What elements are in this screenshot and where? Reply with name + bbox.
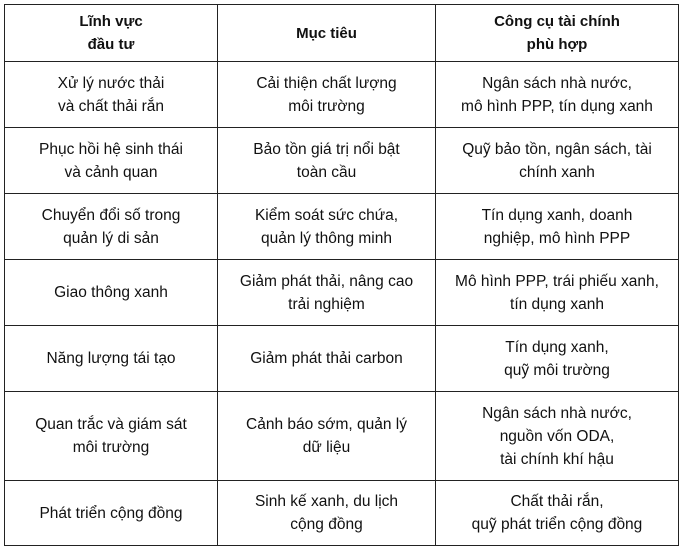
cell-goal (218, 260, 436, 326)
header-tools (436, 5, 679, 62)
cell-line: và chất thải rắn (58, 97, 164, 115)
cell-line: Ngân sách nhà nước, (482, 74, 632, 92)
cell-line: quỹ phát triển cộng đồng (471, 516, 643, 533)
cell-line: Giảm phát thải, nâng cao (239, 272, 414, 290)
cell-line: nguồn vốn ODA, (499, 427, 615, 445)
cell-tools (436, 326, 679, 392)
cell-goal (218, 481, 436, 546)
cell-line: Giảm phát thải carbon (250, 350, 403, 367)
cell-tools (436, 392, 679, 481)
cell-line: môi trường (72, 439, 150, 456)
cell-line: quản lý di sản (63, 229, 159, 247)
cell-line: nghiệp, mô hình PPP (483, 229, 631, 247)
cell-line: Quỹ bảo tồn, ngân sách, tài (462, 140, 652, 158)
header-tools-line: Công cụ tài chính (494, 13, 620, 30)
table-row (5, 128, 679, 194)
cell-goal (218, 62, 436, 128)
table-row (5, 481, 679, 546)
header-row (5, 5, 679, 62)
cell-line: Bảo tồn giá trị nổi bật (253, 140, 400, 158)
cell-line: mô hình PPP, tín dụng xanh (461, 97, 653, 115)
cell-line: Xử lý nước thải (57, 74, 165, 92)
cell-line: Giao thông xanh (54, 284, 168, 301)
cell-line: Mô hình PPP, trái phiếu xanh, (455, 272, 659, 290)
header-field (5, 5, 218, 62)
table-row (5, 326, 679, 392)
cell-line: Năng lượng tái tạo (46, 350, 176, 367)
cell-line: quỹ môi trường (504, 361, 610, 379)
cell-tools (436, 62, 679, 128)
table-row (5, 62, 679, 128)
cell-goal (218, 194, 436, 260)
cell-field (5, 128, 218, 194)
cell-goal (218, 326, 436, 392)
cell-tools (436, 481, 679, 546)
cell-line: Quan trắc và giám sát (35, 416, 187, 433)
cell-field (5, 392, 218, 481)
header-goal (218, 5, 436, 62)
header-goal-line: Mục tiêu (296, 24, 357, 42)
cell-line: Chuyển đổi số trong (41, 206, 181, 224)
cell-tools (436, 128, 679, 194)
cell-line: Kiểm soát sức chứa, (254, 206, 399, 224)
cell-line: quản lý thông minh (261, 229, 392, 247)
cell-field (5, 326, 218, 392)
cell-line: Phục hồi hệ sinh thái (39, 140, 183, 158)
table-row (5, 194, 679, 260)
cell-goal (218, 392, 436, 481)
investment-table (4, 4, 679, 546)
header-tools-line: phù hợp (526, 36, 588, 53)
table-row (5, 392, 679, 481)
cell-line: toàn cầu (296, 163, 357, 181)
cell-line: Sinh kế xanh, du lịch (254, 493, 399, 510)
investment-table-container (4, 4, 678, 546)
cell-line: Tín dụng xanh, doanh (481, 206, 633, 224)
cell-line: tài chính khí hậu (500, 450, 614, 468)
cell-field (5, 194, 218, 260)
cell-line: Ngân sách nhà nước, (482, 404, 632, 422)
cell-field (5, 481, 218, 546)
cell-field (5, 62, 218, 128)
cell-field (5, 260, 218, 326)
cell-line: dữ liệu (302, 439, 351, 456)
cell-line: Chất thải rắn, (510, 493, 604, 510)
cell-line: môi trường (288, 97, 365, 115)
table-row (5, 260, 679, 326)
cell-tools (436, 260, 679, 326)
header-field-line: Lĩnh vực (79, 13, 143, 30)
cell-line: tín dụng xanh (510, 295, 604, 313)
cell-line: Cảnh báo sớm, quản lý (246, 416, 407, 433)
cell-line: và cảnh quan (64, 163, 158, 181)
cell-goal (218, 128, 436, 194)
cell-line: chính xanh (519, 163, 595, 181)
header-field-line: đầu tư (87, 36, 135, 53)
cell-line: trải nghiệm (288, 295, 365, 313)
cell-line: cộng đồng (290, 516, 363, 533)
cell-tools (436, 194, 679, 260)
cell-line: Phát triển cộng đồng (39, 504, 183, 522)
cell-line: Cải thiện chất lượng (256, 74, 397, 92)
cell-line: Tín dụng xanh, (505, 338, 609, 356)
